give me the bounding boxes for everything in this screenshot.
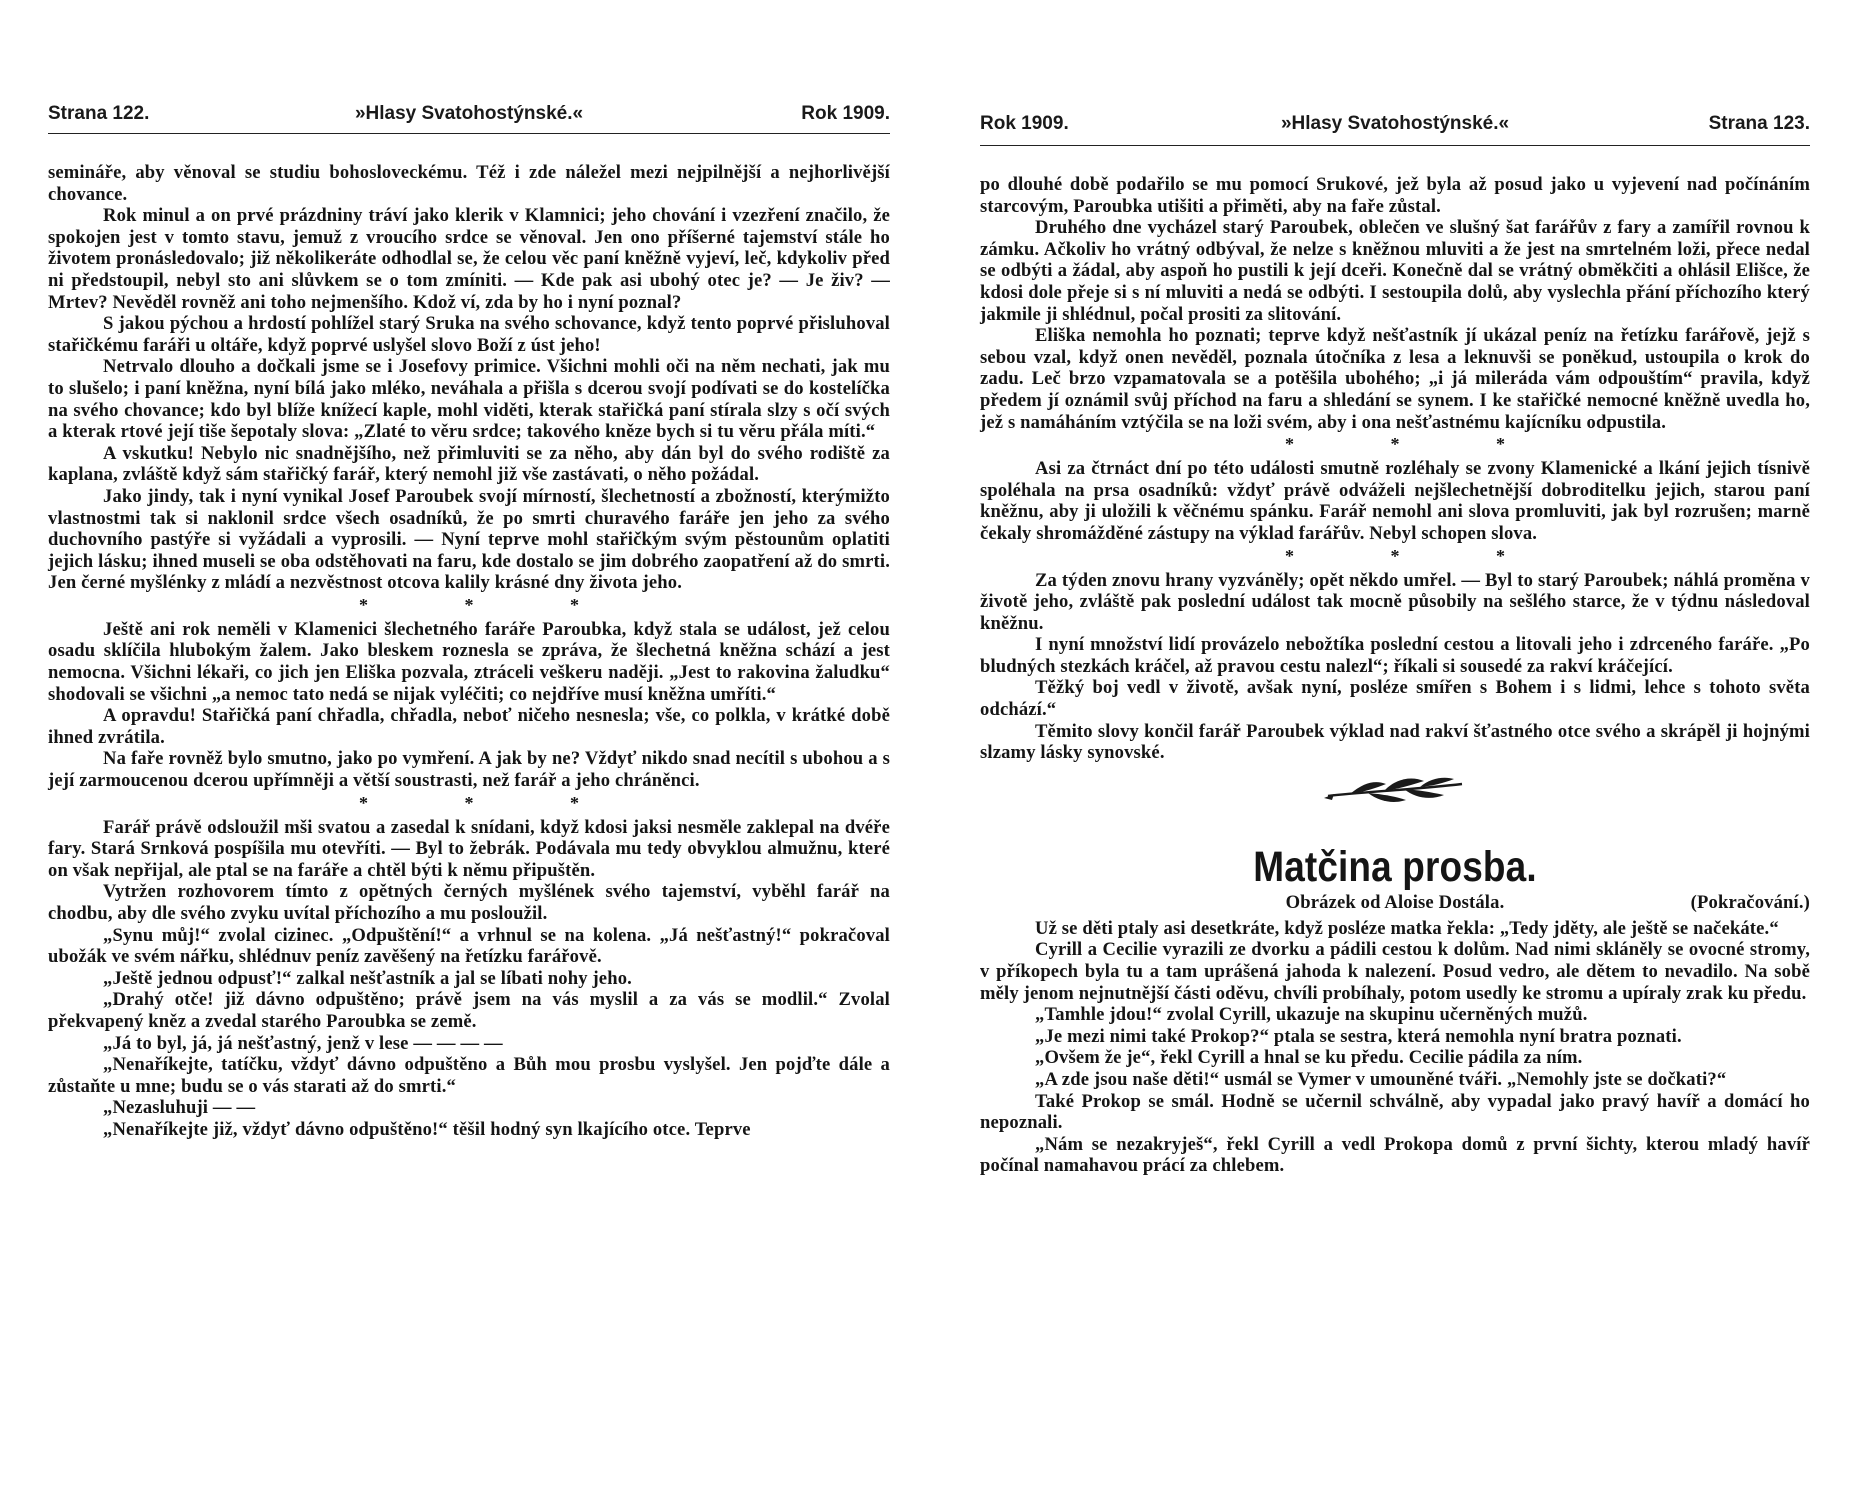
paragraph: Už se děti ptaly asi desetkráte, když posléze matka řekla: „Tedy jděty, ale ještě se načekáte.“ xyxy=(1035,917,1779,939)
continuation-note: (Pokračování.) xyxy=(1690,891,1810,913)
paragraph: Jako jindy, tak i nyní vynikal Josef Paroubek svojí mírností, šlechetností a zbožností, kterýmižto vlastnostmi tak si naklonil srdce všech osadníků, že po smrti churavého faráře jen jeho za svého duchovního pastýře si vyžádali a vyprosili. — Nyní teprve mohl stařičkým svým pěstounům oplatiti jejich lásku; ihned museli se oba odstěhovati na faru, kde dostalo se jim dobrého zaopatření až do smrti. Jen černé myšlénky z mládí a nezvěstnost otcova kalily krásné dny života jeho. xyxy=(48,485,890,594)
paragraph: I nyní množství lidí provázelo nebožtíka poslední cestou a litovali jeho i zdrceného faráře. „Po bludných stezkách kráčel, až pravou cestu nalezl“; říkali si sousedé za rakví kráčející. xyxy=(980,634,1810,677)
running-header xyxy=(980,113,1810,141)
paragraph: Na faře rovněž bylo smutno, jako po vymření. A jak by ne? Vždyť nikdo snad necítil s ubohou a s její zarmoucenou dcerou upřímněji a větší soustrasti, než farář a jeho chráněnci. xyxy=(48,748,890,792)
fern-ornament-icon xyxy=(980,764,1810,840)
paragraph: Farář právě odsloužil mši svatou a zasedal k snídani, když kdosi jaksi nesměle zaklepal na dvéře fary. Stará Srnková pospíšila mu otevříti. — Byl to žebrák. Podávala mu tedy obvyklou almužnu, které on však nepřijal, ale ptal se na faráře a chtěl býti k němu připuštěn. xyxy=(48,816,890,881)
paragraph: „Tamhle jdou!“ zvolal Cyrill, ukazuje na skupinu učerněných mužů. xyxy=(1035,1004,1588,1026)
journal-title: »Hlasy Svatohostýnské.« xyxy=(354,103,584,124)
year: Rok 1909. xyxy=(980,113,1069,134)
paragraph: Asi za čtrnáct dní po této události smutně rozléhaly se zvony Klamenické a lkání jejich tísnivě spoléhala na prsa osadníků: vždyť právě odváželi nejšlechetnější dobroditelku jejich, starou paní kněžnu, aby ji uložili k věčnému spánku. Farář nemohl ani slova promluviti, jak byl rozrušen; marně čekaly shromážděné zástupy na výklad farářův. Nebyl schopen slova. xyxy=(980,458,1810,544)
paragraph: „Nezasluhuji — — xyxy=(103,1097,256,1119)
year: Rok 1909. xyxy=(801,103,890,124)
paragraph: „Nenaříkejte, tatíčku, vždyť dávno odpuštěno a Bůh mou prosbu vyslyšel. Jen pojďte dále a zůstaňte u mne; budu se o vás starati až do smrti.“ xyxy=(48,1054,890,1097)
paragraph: Těžký boj vedl v životě, avšak nyní, posléze smířen s Bohem i s lidmi, lehce s tohoto světa odchází.“ xyxy=(980,677,1810,721)
paragraph: po dlouhé době podařilo se mu pomocí Srukové, jež byla až posud jako u vyjevení nad počínáním starcovým, Paroubka utišiti a přiměti, aby na faře zůstal. xyxy=(980,174,1810,217)
section-break-stars: * * * xyxy=(359,792,625,813)
header-rule xyxy=(48,133,890,134)
story-byline xyxy=(980,892,1810,918)
section-break-stars: * * * xyxy=(359,594,625,615)
body-text xyxy=(980,174,1810,1177)
paragraph: „Nenaříkejte již, vždyť dávno odpuštěno!“ těšil hodný syn lkajícího otce. Teprve xyxy=(103,1118,751,1140)
paragraph: A vskutku! Nebylo nic snadnějšího, než přimluviti se za něho, aby dán byl do svého rodiště za kaplana, zvláště když sám stařičký farář, který nemohl již vše zastávati, o něho požádal. xyxy=(48,442,890,486)
paragraph: „Synu můj!“ zvolal cizinec. „Odpuštění!“ a vrhnul se na kolena. „Já nešťastný!“ pokračoval ubožák ve svém nářku, shlédnuv peníz zavěšený na řetízku farářově. xyxy=(48,924,890,968)
paragraph: Cyrill a Cecilie vyrazili ze dvorku a pádili cestou k dolům. Nad nimi skláněly se ovocné stromy, v příkopech byla tu a tam uprášená jahoda k nalezení. Posud vedro, ale dětem to nevadilo. Na sobě měly jenom nejnutnější části oděvu, chvíli probíhaly, potom usedly ke stromu a upíraly zrak ku předu. xyxy=(980,939,1810,1004)
paragraph: „A zde jsou naše děti!“ usmál se Vymer v umouněné tváři. „Nemohly jste se dočkati?“ xyxy=(1035,1069,1727,1090)
right-page xyxy=(980,0,1810,1500)
paragraph: Za týden znovu hrany vyzváněly; opět někdo umřel. — Byl to starý Paroubek; náhlá proměna v životě jeho, zvláště pak poslední událost tak mocně působily na sešlého starce, že v týdnu následoval kněžnu. xyxy=(980,569,1810,634)
left-page xyxy=(48,0,890,1500)
paragraph: semináře, aby věnoval se studiu bohosloveckému. Též i zde náležel mezi nejpilnější a nejhorlivější chovance. xyxy=(48,162,890,205)
paragraph: Rok minul a on prvé prázdniny tráví jako klerik v Klamnici; jeho chování i vzezření značilo, že spokojen jest v tomto stavu, jemuž z vroucího srdce se věnoval. Jen ono příšerné tajemství stále ho životem pronásledovalo; již několikeráte odhodlal se, že celou věc paní kněžně vyjeví, leč, kdykoliv před ni předstoupil, nebyl sto ani slůvkem se o tom zmíniti. — Kde pak asi ubohý otec je? — Je živ? — Mrtev? Nevěděl rovněž ani toho nejmenšího. Kdož ví, zda by ho i nyní poznal? xyxy=(48,205,890,313)
running-header xyxy=(48,103,890,131)
page-number: Strana 123. xyxy=(1708,113,1810,134)
section-break-stars: * * * xyxy=(1285,545,1551,566)
paragraph: Také Prokop se smál. Hodně se učernil schválně, aby vypadal jako pravý havíř a domácí ho nepoznali. xyxy=(980,1090,1810,1134)
paragraph: Druhého dne vycházel starý Paroubek, oblečen ve slušný šat farářův z fary a zamířil rovnou k zámku. Ačkoliv ho vrátný odbýval, že nelze s kněžnou mluviti a že jest na smrtelném loži, přece nedal se odbýti a žádal, aby aspoň ho pustili k její dceři. Konečně dal se vrátný obměkčiti a ohlásil Elišce, že kdosi dole přeje si s ní mluviti a nedá se odbýti. I sestoupila dolů, aby vyslechla přání příchozího který jakmile ji shlédnul, počal prositi za slitování. xyxy=(980,217,1810,325)
paragraph: Vytržen rozhovorem tímto z opětných černých myšlének svého tajemství, vyběhl farář na chodbu, aby dle svého zvyku uvítal příchozího a mu posloužil. xyxy=(48,881,890,924)
paragraph: Eliška nemohla ho poznati; teprve když nešťastník jí ukázal peníz na řetízku farářově, jejž s sebou vzal, když onen nevěděl, poznala útočníka z lesa a leknuvši se poněkud, ustoupila o krok do zadu. Leč brzo vzpamatovala se a potěšila ubohého; „i já mileráda vám odpouštím“ pravila, když předem jí oznámil svůj příchod na faru a shledání se synem. I ke stařičké nemocné kněžně uvedla ho, jež s namáháním vztýčila se na loži svém, aby i ona nešťastnému kajícníku odpustila. xyxy=(980,325,1810,433)
page-number: Strana 122. xyxy=(48,103,150,124)
paragraph: „Drahý otče! již dávno odpuštěno; právě jsem na vás myslil a za vás se modlil.“ Zvolal překvapený kněz a zvedal starého Paroubka se země. xyxy=(48,989,890,1032)
paragraph: Těmito slovy končil farář Paroubek výklad nad rakví šťastného otce svého a skrápěl ji hojnými slzamy lásky synovské. xyxy=(980,720,1810,764)
paragraph: A opravdu! Stařičká paní chřadla, chřadla, neboť ničeho nesnesla; vše, co polkla, v krátké době ihned zvrátila. xyxy=(48,705,890,748)
journal-title: »Hlasy Svatohostýnské.« xyxy=(1280,113,1510,134)
paragraph: „Je mezi nimi také Prokop?“ ptala se sestra, která nemohla nyní bratra poznati. xyxy=(1035,1025,1682,1047)
header-rule xyxy=(980,145,1810,146)
body-text xyxy=(48,162,890,1141)
paragraph: S jakou pýchou a hrdostí pohlížel starý Sruka na svého schovance, když tento poprvé přisluhoval stařičkému faráři u oltáře, když poprvé uslyšel slovo Boží z úst jeho! xyxy=(48,313,890,356)
paragraph: „Nám se nezakryješ“, řekl Cyrill a vedl Prokopa domů z první šichty, kterou mladý havíř počínal namahavou prácí za chlebem. xyxy=(980,1133,1810,1177)
paragraph: „Já to byl, já, já nešťastný, jenž v lese — — — — xyxy=(103,1032,503,1054)
author-line: Obrázek od Aloise Dostála. xyxy=(1285,891,1505,913)
paragraph: Netrvalo dlouho a dočkali jsme se i Josefovy primice. Všichni mohli oči na něm nechati, jak mu to slušelo; i paní kněžna, nyní bílá jako mléko, neváhala a přišla s dcerou svojí podívati se do kostelíčka na svého chovance; kdo byl blíže knížecí kaple, mohl viděti, kterak stařičká paní stírala slzy s očí svých a kterak rtové její tiše šepotaly slova: „Zlaté to věru srdce; takového kněze bych si tu věru přála míti.“ xyxy=(48,356,890,443)
paragraph: „Ještě jednou odpusť!“ zalkal nešťastník a jal se líbati nohy jeho. xyxy=(103,967,632,989)
section-break-stars: * * * xyxy=(1285,434,1551,455)
story-title: Matčina prosba. xyxy=(1253,842,1537,891)
paragraph: Ještě ani rok neměli v Klamenici šlechetného faráře Paroubka, když stala se událost, jež celou osadu sklíčila hlubokým žalem. Jako bleskem roznesla se zpráva, že šlechetná kněžna schází a jest nemocna. Všichni lékaři, co jich jen Eliška pozvala, ztráceli veškeru naději. „Jest to rakovina žaludku“ shodovali se všichni „a nemoc tato nedá se nijak vyléčiti; co nejdříve musí kněžna umříti.“ xyxy=(48,618,890,705)
paragraph: „Ovšem že je“, řekl Cyrill a hnal se ku předu. Cecilie pádila za ním. xyxy=(1035,1047,1583,1069)
